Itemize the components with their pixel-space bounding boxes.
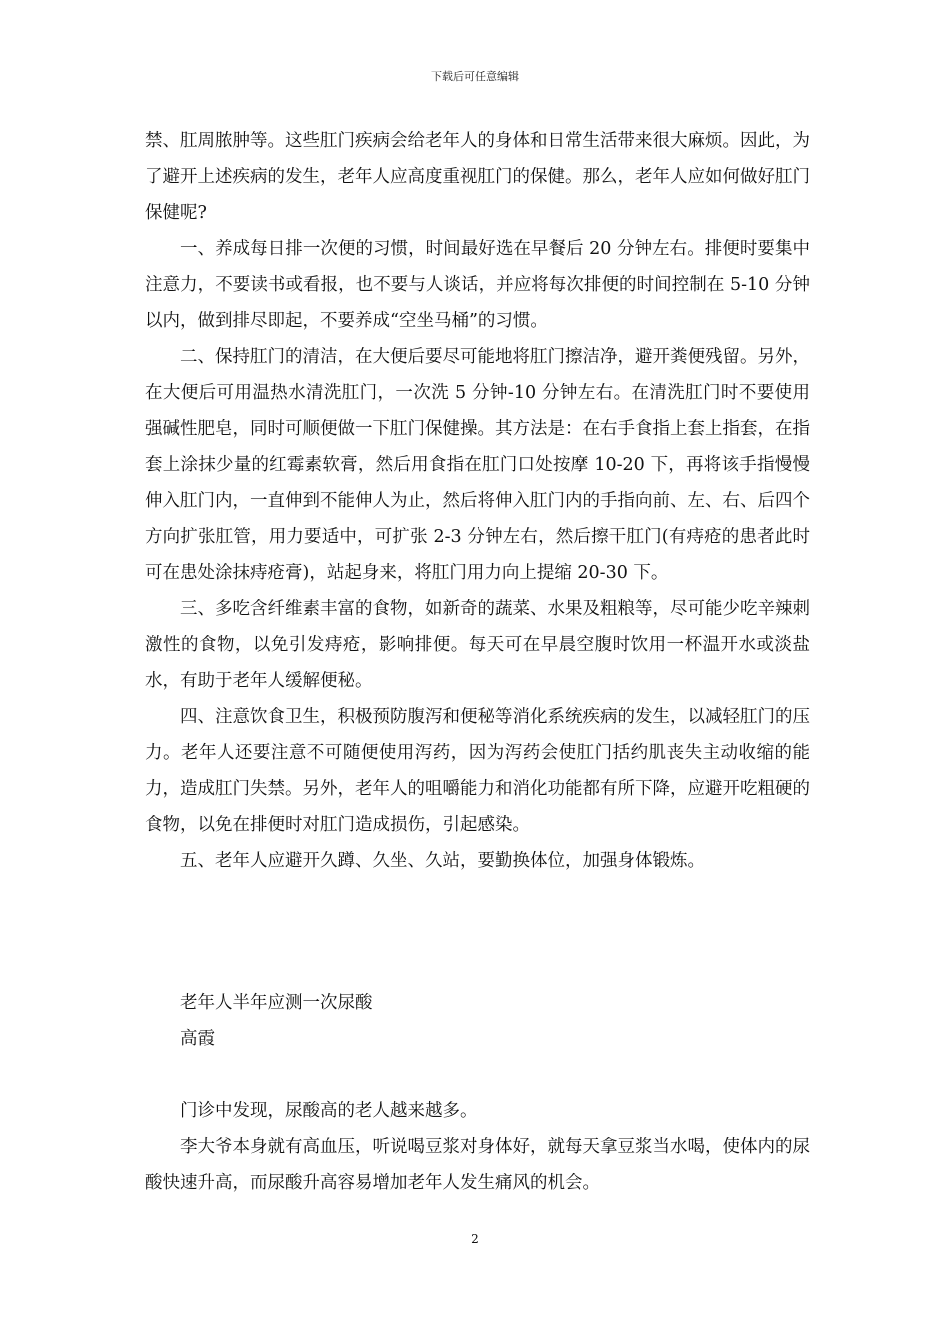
article-author: 高霞: [180, 1029, 215, 1049]
article-paragraph-2: 李大爷本身就有高血压，听说喝豆浆对身体好，就每天拿豆浆当水喝，使体内的尿酸快速升高，而尿酸升高容易增加老年人发生痛风的机会。: [145, 1137, 810, 1193]
page-number: 2: [471, 1232, 479, 1246]
paragraph-4: 四、注意饮食卫生，积极预防腹泻和便秘等消化系统疾病的发生，以减轻肛门的压力。老年人还要注意不可随便使用泻药，因为泻药会使肛门括约肌丧失主动收缩的能力，造成肛门失禁。另外，老年人的咀嚼能力和消化功能都有所下降，应避开吃粗硬的食物，以免在排便时对肛门造成损伤，引起感染。: [145, 707, 810, 835]
article-paragraph-1: 门诊中发现，尿酸高的老人越来越多。: [180, 1101, 478, 1121]
paragraph-2: 二、保持肛门的清洁，在大便后要尽可能地将肛门擦洁净，避开粪便残留。另外，在大便后可用温热水清洗肛门，一次洗 5 分钟-10 分钟左右。在清洗肛门时不要使用强碱性肥皂，同时可顺便做一下肛门保健操。其方法是：在右手食指上套上指套，在指套上涂抹少量的红霉素软膏，然后用食指在肛门口处按摩 10-20 下，再将该手指慢慢伸入肛门内，一直伸到不能伸人为止，然后将伸入肛门内的手指向前、左、右、后四个方向扩张肛管，用力要适中，可扩张 2-3 分钟左右，然后擦干肛门(有痔疮的患者此时可在患处涂抹痔疮膏)，站起身来，将肛门用力向上提缩 20-30 下。: [145, 347, 810, 583]
article-body: [145, 1093, 810, 1201]
article-heading: [145, 985, 810, 1057]
article-title: 老年人半年应测一次尿酸: [180, 993, 373, 1013]
paragraph-continuation: 禁、肛周脓肿等。这些肛门疾病会给老年人的身体和日常生活带来很大麻烦。因此，为了避开上述疾病的发生，老年人应高度重视肛门的保健。那么，老年人应如何做好肛门保健呢?: [145, 131, 810, 223]
paragraph-5: 五、老年人应避开久蹲、久坐、久站，要勤换体位，加强身体锻炼。: [180, 851, 705, 871]
body-text: [145, 123, 810, 879]
paragraph-3: 三、多吃含纤维素丰富的食物，如新奇的蔬菜、水果及粗粮等，尽可能少吃辛辣刺激性的食物，以免引发痔疮，影响排便。每天可在早晨空腹时饮用一杯温开水或淡盐水，有助于老年人缓解便秘。: [145, 599, 810, 691]
paragraph-1: 一、养成每日排一次便的习惯，时间最好选在早餐后 20 分钟左右。排便时要集中注意力，不要读书或看报，也不要与人谈话，并应将每次排便的时间控制在 5-10 分钟以内，做到排尽即起，不要养成“空坐马桶”的习惯。: [145, 239, 810, 331]
page-header: 下载后可任意编辑: [431, 70, 519, 83]
